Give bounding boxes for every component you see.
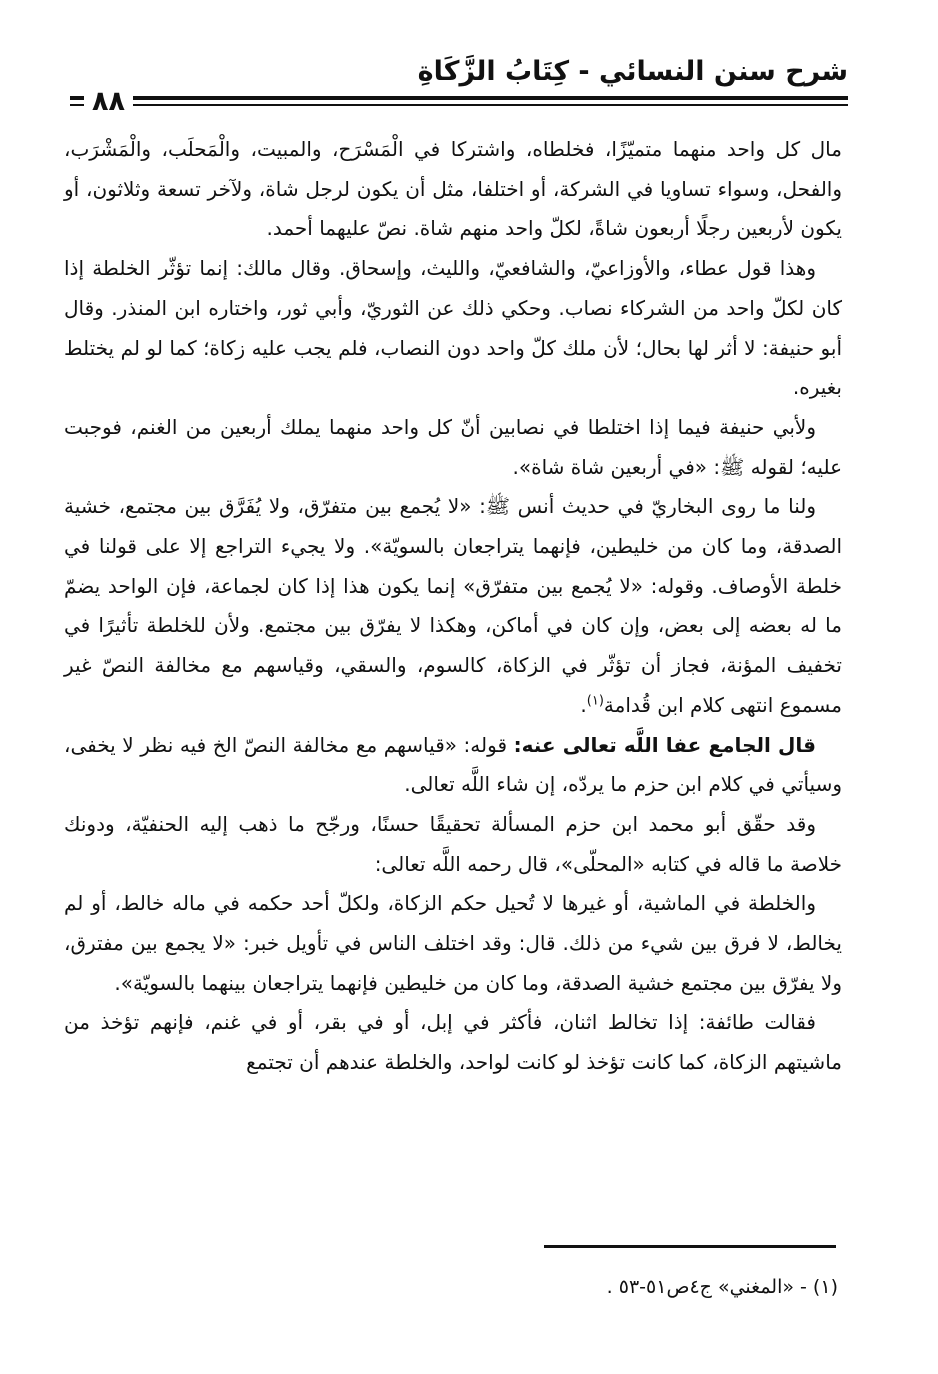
paragraph-2: وهذا قول عطاء، والأوزاعيّ، والشافعيّ، والليث، وإسحاق. وقال مالك: إنما تؤثّر الخلطة إذا كان لكلّ واحد من الشركاء نصاب. وحكي ذلك عن الثوريّ، وأبي ثور، واختاره ابن المنذر. وقال أبو حنيفة: لا أثر لها بحال؛ لأن ملك كلّ واحد دون النصاب، فلم يجب عليه زكاة؛ كما لو لم يختلط بغيره. xyxy=(64,256,842,400)
paragraph-4-end: . xyxy=(580,692,587,717)
jami-paragraph xyxy=(64,726,842,805)
header-rule-thin xyxy=(70,104,848,106)
running-header xyxy=(70,52,848,112)
paragraph-4 xyxy=(64,487,842,725)
paragraph-6: وقد حقّق أبو محمد ابن حزم المسألة تحقيقًا حسنًا، ورجّح ما ذهب إليه الحنفيّة، ودونك خلاصة ما قاله في كتابه «المحلّى»، قال رحمه اللَّه تعالى: xyxy=(64,811,842,876)
jami-label: قال الجامع عفا اللَّه تعالى عنه: xyxy=(513,732,816,757)
main-text xyxy=(64,130,842,1083)
footnote: (١) - «المغني» ج٤ص٥١-٥٣ . xyxy=(606,1276,838,1298)
paragraph-1: مال كل واحد منهما متميّزًا، فخلطاه، واشتركا في الْمَسْرَح، والمبيت، والْمَحلَب، والْمَشْرَب، والفحل، وسواء تساويا في الشركة، أو اختلفا، مثل أن يكون لرجل شاة، ولآخر تسعة وثلاثون، أو يكون لأربعين رجلًا أربعون شاةً، لكلّ واحد منهم شاة. نصّ عليهما أحمد. xyxy=(64,137,842,241)
paragraph-7: والخلطة في الماشية، أو غيرها لا تُحيل حكم الزكاة، ولكلّ أحد حكمه في ماله خالط، أو لم يخالط، لا فرق بين شيء من ذلك. قال: وقد اختلف الناس في تأويل خبر: «لا يجمع بين مفترق، ولا يفرّق بين مجتمع خشية الصدقة، وما كان من خليطين فإنهما يتراجعان بينهما بالسويّة». xyxy=(64,891,842,995)
jami-text: قوله: «قياسهم مع مخالفة النصّ الخ فيه نظر لا يخفى، وسيأتي في كلام ابن حزم ما يردّه، إن شاء اللَّه تعالى. xyxy=(64,732,842,797)
header-rule-thick xyxy=(70,96,848,100)
paragraph-4-text: ولنا ما روى البخاريّ في حديث أنس ﷺ: «لا يُجمع بين متفرّق، ولا يُفَرَّق بين مجتمع، خشية الصدقة، وما كان من خليطين، فإنهما يتراجعان بالسويّة». ولا يجيء التراجع إلا على قولنا في خلطة الأوصاف. وقوله: «لا يُجمع بين متفرّق» إنما يكون هذا إذا كان لجماعة، فإن الواحد يضمّ ما له بعضه إلى بعض، وإن كان في أماكن، وهكذا لا يفرّق بين مجتمع. ولأن للخلطة تأثيرًا في تخفيف المؤنة، فجاز أن تؤثّر في الزكاة، كالسوم، والسقي، وقياسهم مع مخالفة النصّ غير مسموع انتهى كلام ابن قُدامة xyxy=(64,494,842,717)
footnote-separator xyxy=(544,1245,836,1248)
footnote-marker: (١) xyxy=(586,693,604,709)
page-number: ٨٨ xyxy=(84,84,133,120)
paragraph-8: فقالت طائفة: إذا تخالط اثنان، فأكثر في إبل، أو في بقر، أو في غنم، فإنهم تؤخذ من ماشيتهم الزكاة، كما كانت تؤخذ لو كانت لواحد، والخلطة عندهم أن تجتمع xyxy=(64,1010,842,1075)
paragraph-3: ولأبي حنيفة فيما إذا اختلطا في نصابين أنّ كل واحد منهما يملك أربعين من الغنم، فوجبت عليه؛ لقوله ﷺ: «في أربعين شاة شاة». xyxy=(64,414,842,479)
header-title: شرح سنن النسائي - كِتَابُ الزَّكَاةِ xyxy=(417,56,848,87)
